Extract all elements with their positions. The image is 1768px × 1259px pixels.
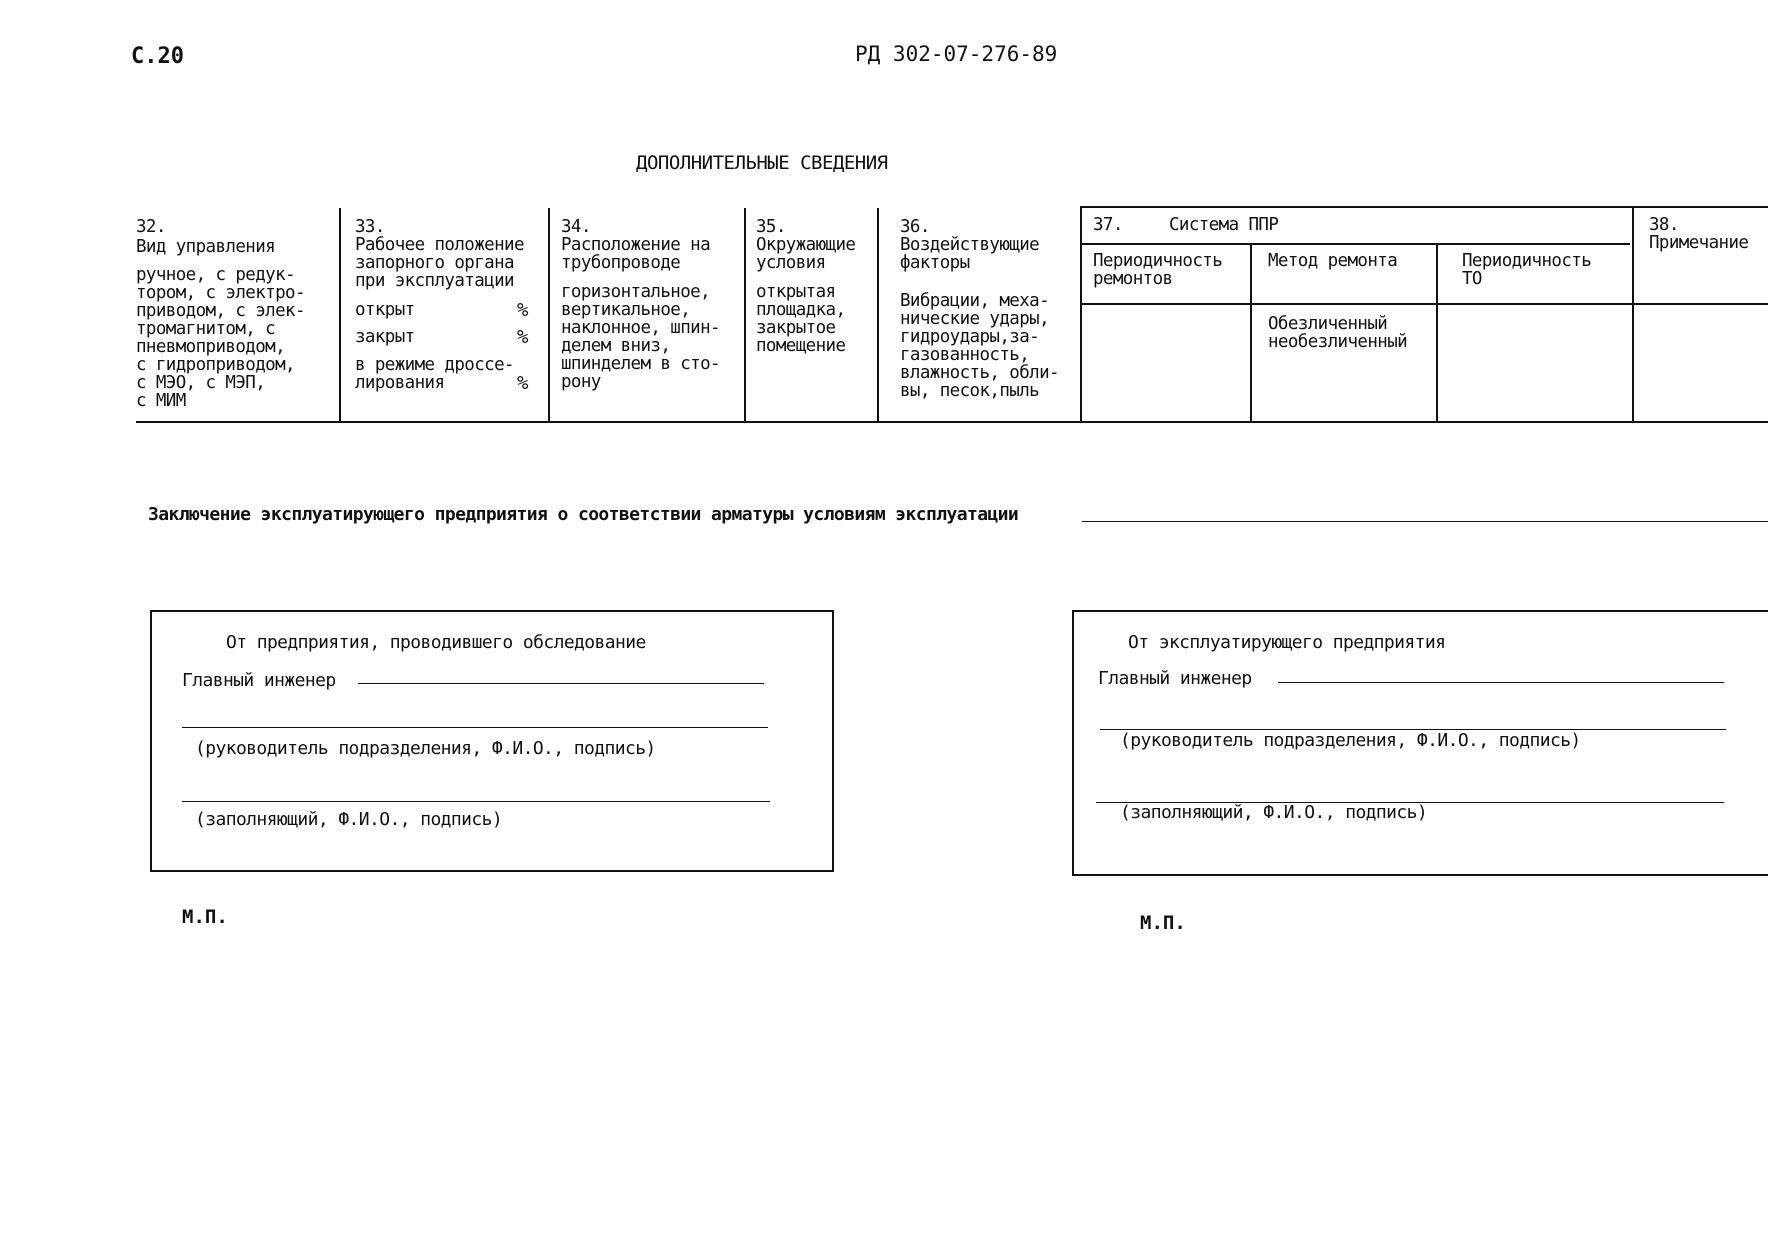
left-stamp-label: М.П. <box>182 906 228 928</box>
col-35-number: 35. <box>756 217 786 237</box>
left-head-signature-line[interactable] <box>182 727 768 728</box>
col-32-number: 32. <box>136 217 166 237</box>
left-head-signature-caption: (руководитель подразделения, Ф.И.О., подпись) <box>195 738 656 759</box>
col-38-number: 38. <box>1649 215 1679 235</box>
col-35-body: открытая площадка, закрытое помещение <box>756 282 846 356</box>
right-box-heading: От эксплуатирующего предприятия <box>1128 632 1446 653</box>
table-subheader-line <box>1082 243 1630 245</box>
col-33-open-percent: % <box>517 299 529 321</box>
col-33-number: 33. <box>355 217 385 237</box>
col-33-closed-percent: % <box>517 326 529 348</box>
col-32-title: Вид управления <box>136 237 276 257</box>
conclusion-label: Заключение эксплуатирующего предприятия о соответствии арматуры условиям эксплуатации <box>148 504 1019 525</box>
table-header-bottom-line <box>1082 303 1768 305</box>
right-head-signature-caption: (руководитель подразделения, Ф.И.О., подпись) <box>1120 730 1581 751</box>
page-number: С.20 <box>131 44 184 69</box>
col-33-title: Рабочее положение запорного органа при эксплуатации <box>355 235 524 291</box>
right-stamp-label: М.П. <box>1140 912 1186 934</box>
col-34-number: 34. <box>561 217 591 237</box>
document-code: РД 302-07-276-89 <box>855 42 1058 66</box>
col-33-open: открыт <box>355 300 415 320</box>
table-bottom-border <box>136 421 1768 423</box>
left-box-heading: От предприятия, проводившего обследование <box>226 632 646 653</box>
table-top-border-right <box>1080 206 1768 208</box>
left-filler-signature-caption: (заполняющий, Ф.И.О., подпись) <box>195 809 503 830</box>
col-36-body: Вибрации, меха- нические удары, гидроудары,за- газованность, влажность, обли- вы, песок,пыль <box>900 291 1059 401</box>
col-37-maintenance-frequency: Периодичность ТО <box>1462 251 1592 289</box>
col-38-title: Примечание <box>1649 233 1749 253</box>
col-divider-37-38 <box>1632 206 1634 423</box>
col-divider-33-34 <box>548 208 550 423</box>
col-33-throttle-percent: % <box>517 372 529 394</box>
section-title: ДОПОЛНИТЕЛЬНЫЕ СВЕДЕНИЯ <box>636 152 888 174</box>
left-chief-engineer-label: Главный инженер <box>182 670 336 691</box>
col-divider-35-36 <box>877 208 879 423</box>
right-chief-engineer-label: Главный инженер <box>1098 668 1252 689</box>
col-37-repair-frequency: Периодичность ремонтов <box>1093 251 1223 289</box>
right-filler-signature-caption: (заполняющий, Ф.И.О., подпись) <box>1120 802 1428 823</box>
conclusion-line[interactable] <box>1082 521 1768 522</box>
col-37-title: Система ППР <box>1169 215 1279 235</box>
col-divider-34-35 <box>744 208 746 423</box>
col-37-number: 37. <box>1093 215 1123 235</box>
col-33-closed: закрыт <box>355 327 415 347</box>
col-36-number: 36. <box>900 217 930 237</box>
col-divider-32-33 <box>339 208 341 423</box>
col-divider-37b-37c <box>1436 244 1438 423</box>
col-divider-36-37 <box>1080 206 1082 423</box>
left-filler-signature-line[interactable] <box>182 801 770 802</box>
col-36-title: Воздействующие факторы <box>900 235 1040 273</box>
col-34-body: горизонтальное, вертикальное, наклонное, шпин- делем вниз, шпинделем в сто- рону <box>561 282 720 392</box>
col-32-body: ручное, с редук- тором, с электро- приводом, с элек- тромагнитом, с пневмоприводом, с гидроприводом, с МЭО, с МЭП, с МИМ <box>136 265 305 411</box>
left-chief-engineer-line[interactable] <box>358 683 764 684</box>
right-chief-engineer-line[interactable] <box>1278 682 1724 683</box>
col-37-repair-method: Метод ремонта <box>1268 251 1398 271</box>
col-37-method-body: Обезличенный необезличенный <box>1268 314 1408 352</box>
col-33-throttle: в режиме дроссе- лирования <box>355 355 514 393</box>
col-34-title: Расположение на трубопроводе <box>561 235 711 273</box>
col-divider-37a-37b <box>1250 244 1252 423</box>
col-35-title: Окружающие условия <box>756 235 856 273</box>
